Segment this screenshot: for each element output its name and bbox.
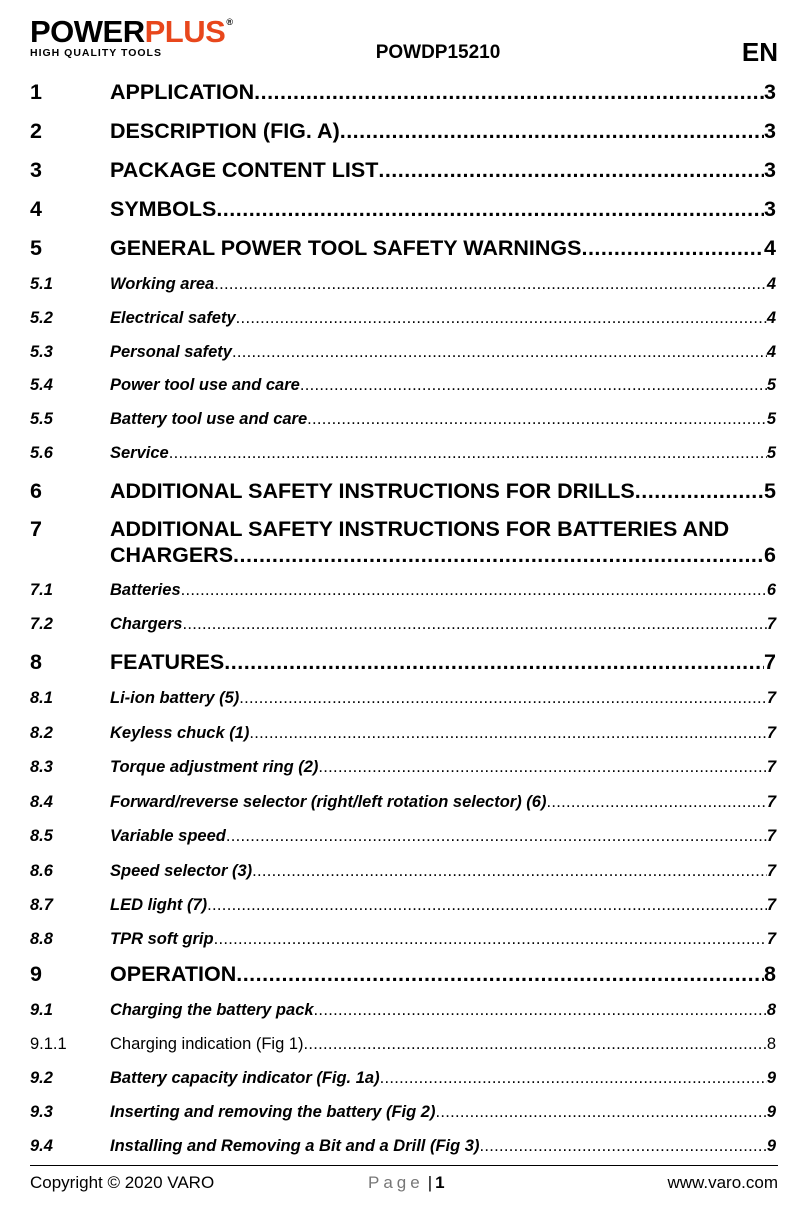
toc-entry-title-line1: ADDITIONAL SAFETY INSTRUCTIONS FOR BATTERIES AND — [110, 517, 730, 541]
page-number: 1 — [435, 1173, 445, 1192]
toc-entry-title: OPERATION — [110, 962, 237, 986]
page-indicator — [368, 1173, 445, 1193]
toc-entry-number: 7.2 — [30, 615, 53, 633]
toc-entry-number: 9.1.1 — [30, 1035, 67, 1053]
toc-entry-page: 5 — [766, 410, 776, 428]
toc-leader-dots — [435, 1103, 766, 1122]
toc-leader-dots — [169, 444, 767, 463]
toc-entry-number: 8.5 — [30, 827, 53, 845]
toc-entry-page: 9 — [766, 1137, 776, 1155]
page-separator: | — [427, 1173, 433, 1192]
toc-entry-title: TPR soft grip — [110, 930, 214, 948]
toc-entry-title: Electrical safety — [110, 309, 236, 327]
toc-entry-number: 5.6 — [30, 444, 53, 462]
toc-entry-number: 8.1 — [30, 689, 53, 707]
toc-entry-title: Power tool use and care — [110, 376, 300, 394]
toc-entry-number: 8.6 — [30, 862, 53, 880]
toc-leader-dots — [236, 309, 767, 328]
toc-entry-title: Torque adjustment ring (2) — [110, 758, 319, 776]
toc-entry-title: Keyless chuck (1) — [110, 724, 250, 742]
toc-entry-number: 8.2 — [30, 724, 53, 742]
toc-leader-dots — [340, 119, 764, 144]
toc-entry-title: Variable speed — [110, 827, 226, 845]
toc-entry-page: 9 — [766, 1069, 776, 1087]
toc-entry-page: 7 — [766, 793, 776, 811]
toc-entry-number: 5.1 — [30, 275, 53, 293]
toc-entry-page: 4 — [766, 343, 776, 361]
toc-entry-title: ADDITIONAL SAFETY INSTRUCTIONS FOR DRILLS — [110, 479, 635, 503]
toc-entry-page: 3 — [764, 80, 776, 104]
toc-leader-dots — [214, 930, 767, 949]
toc-entry-title: Service — [110, 444, 169, 462]
logo-tagline: HIGH QUALITY TOOLS — [30, 47, 162, 59]
toc-entry-title: Forward/reverse selector (right/left rotation selector) (6) — [110, 793, 547, 811]
toc-leader-dots — [300, 376, 767, 395]
toc-leader-dots — [249, 724, 766, 743]
toc-leader-dots — [304, 1035, 767, 1054]
toc-entry-page: 8 — [766, 1001, 776, 1019]
toc-leader-dots — [546, 793, 766, 812]
toc-leader-dots — [232, 343, 767, 362]
toc-entry-page: 7 — [766, 862, 776, 880]
toc-leader-dots — [581, 236, 764, 261]
toc-entry-title: Installing and Removing a Bit and a Drill (Fig 3) — [110, 1137, 480, 1155]
toc-entry-title: Li-ion battery (5) — [110, 689, 240, 707]
page-header — [0, 0, 808, 70]
toc-entry-title: GENERAL POWER TOOL SAFETY WARNINGS — [110, 236, 582, 260]
toc-entry-page: 8 — [766, 1035, 776, 1053]
model-number: POWDP15210 — [375, 42, 501, 63]
toc-leader-dots — [635, 479, 764, 504]
toc-entry-page: 7 — [766, 758, 776, 776]
toc-leader-dots — [380, 1069, 767, 1088]
toc-entry-page: 5 — [766, 376, 776, 394]
toc-entry-page: 8 — [764, 962, 776, 986]
toc-entry-title: Batteries — [110, 581, 181, 599]
toc-entry-number: 2 — [30, 119, 42, 143]
toc-entry-page: 7 — [764, 650, 776, 674]
toc-entry-page: 4 — [766, 309, 776, 327]
toc-leader-dots — [182, 615, 766, 634]
toc-entry-number: 6 — [30, 479, 42, 503]
toc-entry-number: 9 — [30, 962, 42, 986]
toc-entry-number: 5.5 — [30, 410, 53, 428]
toc-entry-number: 5.3 — [30, 343, 53, 361]
toc-entry-number: 5.2 — [30, 309, 53, 327]
toc-entry-page: 3 — [764, 158, 776, 182]
toc-entry-page: 4 — [766, 275, 776, 293]
toc-leader-dots — [479, 1137, 766, 1156]
toc-entry-title: Working area — [110, 275, 215, 293]
logo-plus-text: PLUS — [144, 14, 226, 49]
toc-leader-dots — [254, 80, 764, 105]
copyright-text: Copyright © 2020 VARO — [30, 1173, 215, 1192]
toc-entry-page: 5 — [766, 444, 776, 462]
toc-leader-dots — [207, 896, 767, 915]
toc-entry-number: 5 — [30, 236, 42, 260]
toc-leader-dots — [378, 158, 764, 183]
toc-entry-page: 3 — [764, 197, 776, 221]
toc-entry-title: Charging the battery pack — [110, 1001, 314, 1019]
toc-entry-page: 4 — [764, 236, 776, 260]
toc-entry-number: 8.4 — [30, 793, 53, 811]
toc-entry-title: FEATURES — [110, 650, 225, 674]
logo-registered-mark: ® — [226, 17, 233, 27]
toc-leader-dots — [314, 1001, 767, 1020]
toc-entry-number: 9.1 — [30, 1001, 53, 1019]
toc-entry-number: 7 — [30, 517, 42, 541]
toc-entry-title: Battery capacity indicator (Fig. 1a) — [110, 1069, 380, 1087]
toc-entry-page: 3 — [764, 119, 776, 143]
website-link[interactable]: www.varo.com — [667, 1173, 778, 1192]
toc-entry-page: 5 — [764, 479, 776, 503]
toc-entry-page: 7 — [766, 930, 776, 948]
toc-entry-title: APPLICATION — [110, 80, 255, 104]
toc-entry-number: 9.4 — [30, 1137, 53, 1155]
toc-entry-title: Inserting and removing the battery (Fig 2) — [110, 1103, 436, 1121]
toc-entry-title: Charging indication (Fig 1) — [110, 1035, 304, 1053]
toc-entry-page: 7 — [766, 615, 776, 633]
toc-entry-title: SYMBOLS — [110, 197, 217, 221]
toc-entry-number: 8.3 — [30, 758, 53, 776]
toc-entry-page: 7 — [766, 724, 776, 742]
toc-leader-dots — [239, 689, 767, 708]
language-code: EN — [741, 37, 778, 67]
page-footer — [30, 1165, 778, 1192]
toc-entry-title-line2: CHARGERS — [110, 543, 234, 567]
toc-entry-title: Chargers — [110, 615, 183, 633]
page-label: Page — [368, 1173, 424, 1192]
toc-entry-page: 7 — [766, 896, 776, 914]
toc-entry-number: 8 — [30, 650, 42, 674]
toc-entry-page: 9 — [766, 1103, 776, 1121]
toc-entry-number: 5.4 — [30, 376, 53, 394]
toc-entry-number: 8.8 — [30, 930, 53, 948]
toc-leader-dots — [233, 543, 764, 568]
toc-leader-dots — [252, 862, 767, 881]
toc-leader-dots — [214, 275, 767, 294]
toc-entry-number: 8.7 — [30, 896, 53, 914]
toc-entry-title: Speed selector (3) — [110, 862, 253, 880]
toc-entry-number: 9.2 — [30, 1069, 53, 1087]
toc-entry-title: Battery tool use and care — [110, 410, 308, 428]
toc-leader-dots — [181, 581, 767, 600]
toc-leader-dots — [307, 410, 767, 429]
toc-entry-title: LED light (7) — [110, 896, 208, 914]
toc-entry-number: 4 — [30, 197, 42, 221]
toc-entry-number: 7.1 — [30, 581, 53, 599]
toc-entry-page: 7 — [766, 827, 776, 845]
logo-power-text: POWER — [30, 14, 145, 49]
toc-entry-number: 1 — [30, 80, 42, 104]
toc-leader-dots — [224, 650, 764, 675]
toc-entry-page: 7 — [766, 689, 776, 707]
toc-entry-number: 9.3 — [30, 1103, 53, 1121]
toc-leader-dots — [216, 197, 764, 222]
toc-entry-number: 3 — [30, 158, 42, 182]
toc-leader-dots — [318, 758, 766, 777]
toc-entry-title: DESCRIPTION (FIG. A) — [110, 119, 340, 143]
toc-leader-dots — [226, 827, 767, 846]
toc-entry-title: PACKAGE CONTENT LIST — [110, 158, 379, 182]
toc-entry-title: Personal safety — [110, 343, 232, 361]
toc-entry-page: 6 — [766, 581, 776, 599]
toc-leader-dots — [236, 962, 764, 987]
toc-entry-page: 6 — [764, 543, 776, 567]
